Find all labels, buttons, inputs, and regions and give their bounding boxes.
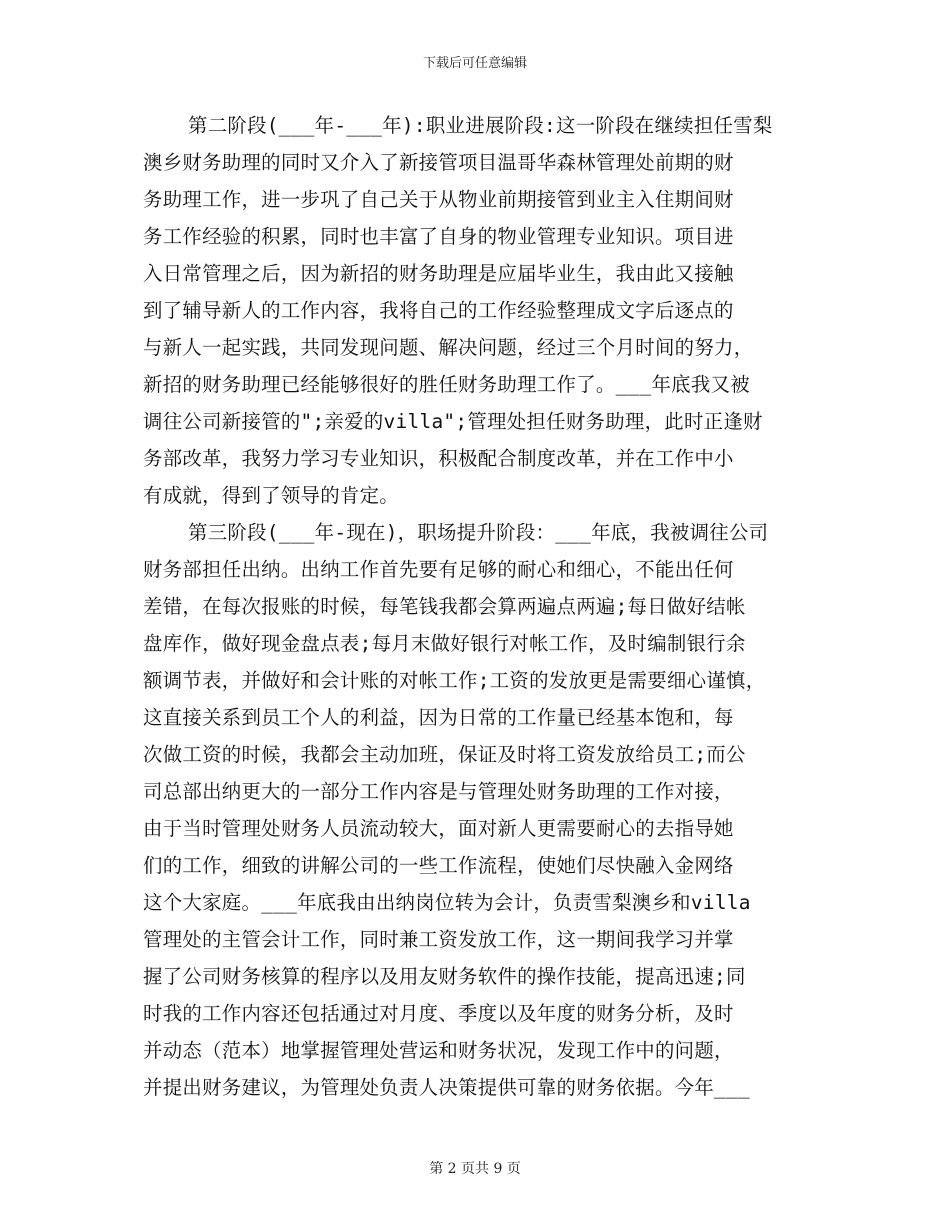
paragraph-line: 差错，在每次报账的时候，每笔钱我都会算两遍点两遍;每日做好结帐 [143, 595, 746, 618]
page-number: 第 2 页共 9 页 [429, 1161, 521, 1177]
paragraph-line: 管理处的主管会计工作，同时兼工资发放工作，这一期间我学习并掌 [143, 928, 734, 951]
paragraph-line: 第三阶段(___年-现在)，职场提升阶段：___年底，我被调往公司 [188, 521, 769, 544]
paragraph-line: 新招的财务助理已经能够很好的胜任财务助理工作了。___年底我又被 [143, 373, 750, 396]
paragraph-line: 盘库作，做好现金盘点表;每月末做好银行对帐工作，及时编制银行余 [143, 632, 746, 655]
paragraph-line: 入日常管理之后，因为新招的财务助理是应届毕业生，我由此又接触 [143, 262, 734, 285]
paragraph-line: 时我的工作内容还包括通过对月度、季度以及年度的财务分析，及时 [143, 1002, 734, 1025]
paragraph-line: 并提出财务建议，为管理处负责人决策提供可靠的财务依据。今年___ [143, 1076, 750, 1099]
paragraph-line: 有成就，得到了领导的肯定。 [143, 484, 399, 507]
paragraph-line: 调往公司新接管的";亲爱的villa";管理处担任财务助理，此时正逢财 [143, 410, 763, 433]
paragraph-line: 第二阶段(___年-___年):职业进展阶段:这一阶段在继续担任雪梨 [188, 114, 773, 137]
paragraph-line: 并动态（范本）地掌握管理处营运和财务状况，发现工作中的问题， [143, 1039, 734, 1062]
paragraph-line: 额调节表，并做好和会计账的对帐工作;工资的发放更是需要细心谨慎， [143, 669, 766, 692]
paragraph-line: 务助理工作，进一步巩了自己关于从物业前期接管到业主入住期间财 [143, 188, 734, 211]
paragraph-line: 到了辅导新人的工作内容，我将自己的工作经验整理成文字后逐点的 [143, 299, 734, 322]
paragraph-line: 握了公司财务核算的程序以及用友财务软件的操作技能，提高迅速;同 [143, 965, 746, 988]
paragraph-line: 次做工资的时候，我都会主动加班，保证及时将工资发放给员工;而公 [143, 743, 746, 766]
paragraph-line: 这直接关系到员工个人的利益，因为日常的工作量已经基本饱和，每 [143, 706, 734, 729]
paragraph-line: 这个大家庭。___年底我由出纳岗位转为会计，负责雪梨澳乡和villa [143, 891, 751, 914]
paragraph-line: 由于当时管理处财务人员流动较大，面对新人更需要耐心的去指导她 [143, 817, 734, 840]
paragraph-line: 务工作经验的积累，同时也丰富了自身的物业管理专业知识。项目进 [143, 225, 734, 248]
paragraph-line: 司总部出纳更大的一部分工作内容是与管理处财务助理的工作对接， [143, 780, 734, 803]
paragraph-line: 们的工作，细致的讲解公司的一些工作流程，使她们尽快融入金网络 [143, 854, 734, 877]
page-header: 下载后可任意编辑 [422, 56, 527, 71]
paragraph-line: 澳乡财务助理的同时又介入了新接管项目温哥华森林管理处前期的财 [143, 151, 734, 174]
paragraph-line: 财务部担任出纳。出纳工作首先要有足够的耐心和细心，不能出任何 [143, 558, 734, 581]
paragraph-line: 务部改革，我努力学习专业知识，积极配合制度改革，并在工作中小 [143, 447, 734, 470]
paragraph-line: 与新人一起实践，共同发现问题、解决问题，经过三个月时间的努力， [143, 336, 754, 359]
